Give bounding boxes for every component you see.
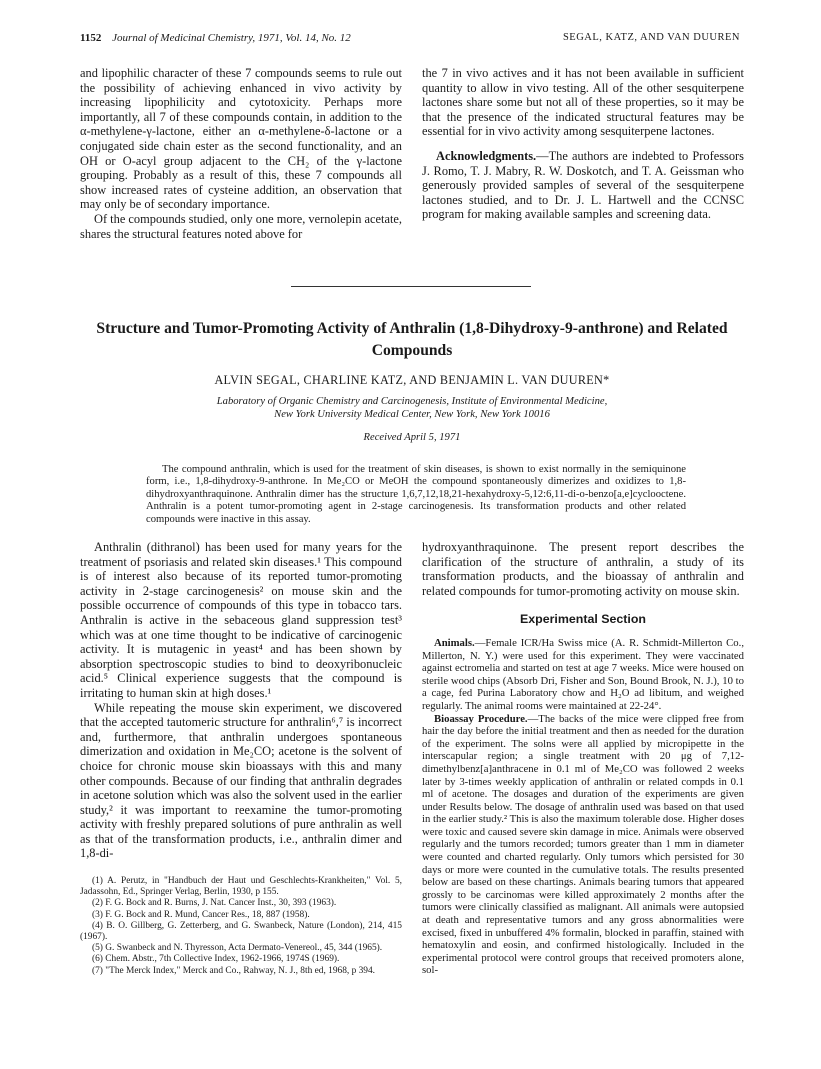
received-date: Received April 5, 1971 — [363, 432, 461, 443]
paragraph: Anthralin (dithranol) has been used for many years for the treatment of psoriasis and related skin diseases.¹ This compound is of interest also because of its reported tumor-promoting activity in 2-stage carcinogenesis² on mouse skin and the possible occurrence of compounds of this type in tobacco tars. Anthralin is active in the sebaceous gland suppression test³ which was at one time thought to be indicative of carcinogenic activity. It is mutagenic in yeast⁴ and has been shown by absorption spectroscopic studies to bind to deoxyribonucleic acid.⁵ Clinical experience suggests that the compound is irritating to human skin at high doses.¹ — [80, 540, 402, 700]
animals-label: Animals. — [434, 636, 475, 649]
affiliation — [80, 395, 744, 421]
bioassay-label: Bioassay Procedure. — [434, 712, 528, 725]
reference: (3) F. G. Bock and R. Mund, Cancer Res., 18, 887 (1958). — [92, 909, 310, 920]
previous-article-left-column — [80, 66, 402, 241]
paragraph: While repeating the mouse skin experiment, we discovered that the accepted tautomeric structure for anthralin⁶,⁷ is incorrect and, furthermore, that anthralin undergoes spontaneous dimerization and oxidation in Me₂CO; acetone is the solvent of choice for chronic mouse skin bioassays with this and many other compounds. Because of our finding that anthralin degrades in acetone solution which was also the solvent used in the earlier study,² it was important to reexamine the tumor-promoting activity with freshly prepared solutions of pure anthralin as well as that of the transformation products, i.e., anthralin dimer and 1,8-di- — [80, 700, 402, 861]
bioassay-paragraph — [422, 713, 744, 977]
page-number: 1152 — [80, 32, 102, 44]
body-right-column — [422, 540, 744, 977]
bioassay-text: —The backs of the mice were clipped free from hair the day before the initial treatment and then as needed for the duration of the experiment. The solns were all applied by micropipette in the interscapular region; a single treatment with 20 μg of 7,12-dimethylbenz[a]anthracene in 0.1 ml of Me₂CO was followed 2 weeks later by 3-times weekly application of anthralin or related compds in 0.1 ml of acetone. The dosages and duration of the experiments are given under Results below. The dosage of anthralin used was based on that used in the earlier study.² This is also the maximum tolerable dose. Higher doses were toxic and caused severe skin damage in mice. Animals were observed regularly and the tumors recorded; tumors greater than 1 mm in diameter were counted and charted regularly. Only tumors which persisted for 30 days or more were counted in the cumulative totals. The results presented below are based on these chartings. Animals bearing tumors that appeared grossly to be carcinomas were killed approximately 2 months after the tumors were clinically classified as malignant. All animals were autopsied at death and representative tumors and any gross abnormalities were excised, fixed in unbuffered 4% formalin, blocked in paraffin, stained with hematoxylin and eosin, and confirmed histologically. Included in the experimental protocol were control groups that received promoters alone, sol- — [422, 712, 744, 977]
affiliation-line: Laboratory of Organic Chemistry and Carcinogenesis, Institute of Environmental Medicine, — [216, 396, 608, 407]
affiliation-line: New York University Medical Center, New York, New York 10016 — [274, 409, 550, 420]
experimental-text — [422, 637, 744, 977]
acknowledgments-label: Acknowledgments. — [436, 148, 537, 163]
animals-paragraph — [422, 637, 744, 713]
animals-text: —Female ICR/Ha Swiss mice (A. R. Schmidt-Millerton Co., Millerton, N. Y.) were used for this experiment. They were vaccinated against ectromelia and started on test at age 7 weeks. Mice were housed on sterile wood chips (Absorb Dri, Fisher and Son, Bound Brook, N. J.), 10 to a cage, fed Purina Laboratory chow and H₂O ad libitum, and weighed regularly. The animal rooms were maintained at 22-24°. — [422, 636, 744, 712]
reference: (7) "The Merck Index," Merck and Co., Rahway, N. J., 8th ed, 1968, p 394. — [92, 965, 376, 976]
references — [80, 876, 402, 977]
paragraph: Of the compounds studied, only one more, vernolepin acetate, shares the structural features noted above for — [80, 211, 402, 241]
previous-article-right-column — [422, 66, 744, 222]
running-header — [80, 32, 740, 48]
reference: (1) A. Perutz, in "Handbuch der Haut und Geschlechts-Krankheiten," Vol. 5, Jadassohn, Ed., Springer Verlag, Berlin, 1930, p 155. — [80, 876, 402, 898]
reference: (2) F. G. Bock and R. Burns, J. Nat. Cancer Inst., 30, 393 (1963). — [92, 898, 337, 909]
paragraph: and lipophilic character of these 7 compounds seems to rule out the possibility of achieving enhanced in vivo activity by increasing lipophilicity and cytotoxicity. Perhaps more importantly, all 7 of these compounds contain, in addition to the α-methylene-γ-lactone, either an α-methylene-δ-lactone or a conjugated side chain ester as the second functionality, and an OH or O-acyl group adjacent to the CH₂ of the γ-lactone grouping. Probably as a result of this, these 7 compounds all show increased rates of cysteine addition, an observation that may only be of secondary importance. — [80, 66, 402, 212]
reference: (5) G. Swanbeck and N. Thyresson, Acta Dermato-Venereol., 45, 344 (1965). — [92, 943, 383, 954]
body-left-column — [80, 540, 402, 861]
paragraph: hydroxyanthraquinone. The present report describes the clarification of the structure of anthralin, a study of its transformation products, and the bioassay of anthralin and related compounds for tumor-promoting activity on mouse skin. — [422, 540, 744, 598]
abstract — [146, 464, 686, 526]
paragraph: the 7 in vivo actives and it has not been available in sufficient quantity to allow in vivo testing. All of the other sesquiterpene lactones share some but not all of these properties, so it may be that the presence of the indicated structural features may be essential for in vivo activity among sesquiterpene lactones. — [422, 66, 744, 139]
abstract-text: The compound anthralin, which is used for the treatment of skin diseases, is shown to exist normally in the semiquinone form, i.e., 1,8-dihydroxy-9-anthrone. In Me₂CO or MeOH the compound spontaneously dimerizes and oxidizes to 1,8-dihydroxyanthraquinone. Anthralin dimer has the structure 1,6,7,12,18,21-hexahydroxy-5,12:6,11-di-o-benzo[a,e]cyclooctene. Anthralin is a potent tumor-promoting agent in 2-stage carcinogenesis. Its transformation products and other related compounds were inactive in this assay. — [146, 464, 686, 525]
acknowledgments — [422, 149, 744, 222]
running-authors: SEGAL, KATZ, AND VAN DUUREN — [562, 32, 740, 43]
section-divider — [291, 286, 531, 287]
section-heading: Experimental Section — [519, 612, 646, 627]
journal-citation: Journal of Medicinal Chemistry, 1971, Vol. 14, No. 12 — [112, 32, 351, 44]
acknowledgments-text: —The authors are indebted to Professors J. Romo, T. J. Mabry, R. W. Doskotch, and T. A. Geissman who generously provided samples of several of the sesquiterpene lactones studied, and to Dr. J. L. Hartwell and the CCNSC program for making available samples and screening data. — [422, 148, 744, 222]
reference: (4) B. O. Gillberg, G. Zetterberg, and G. Swanbeck, Nature (London), 214, 415 (1967). — [80, 920, 402, 943]
article-authors: ALVIN SEGAL, CHARLINE KATZ, AND BENJAMIN L. VAN DUUREN* — [214, 373, 610, 387]
reference: (6) Chem. Abstr., 7th Collective Index, 1962-1966, 1974S (1969). — [92, 954, 340, 965]
article-title: Structure and Tumor-Promoting Activity of Anthralin (1,8-Dihydroxy-9-anthrone) and Related Compounds — [96, 320, 728, 359]
